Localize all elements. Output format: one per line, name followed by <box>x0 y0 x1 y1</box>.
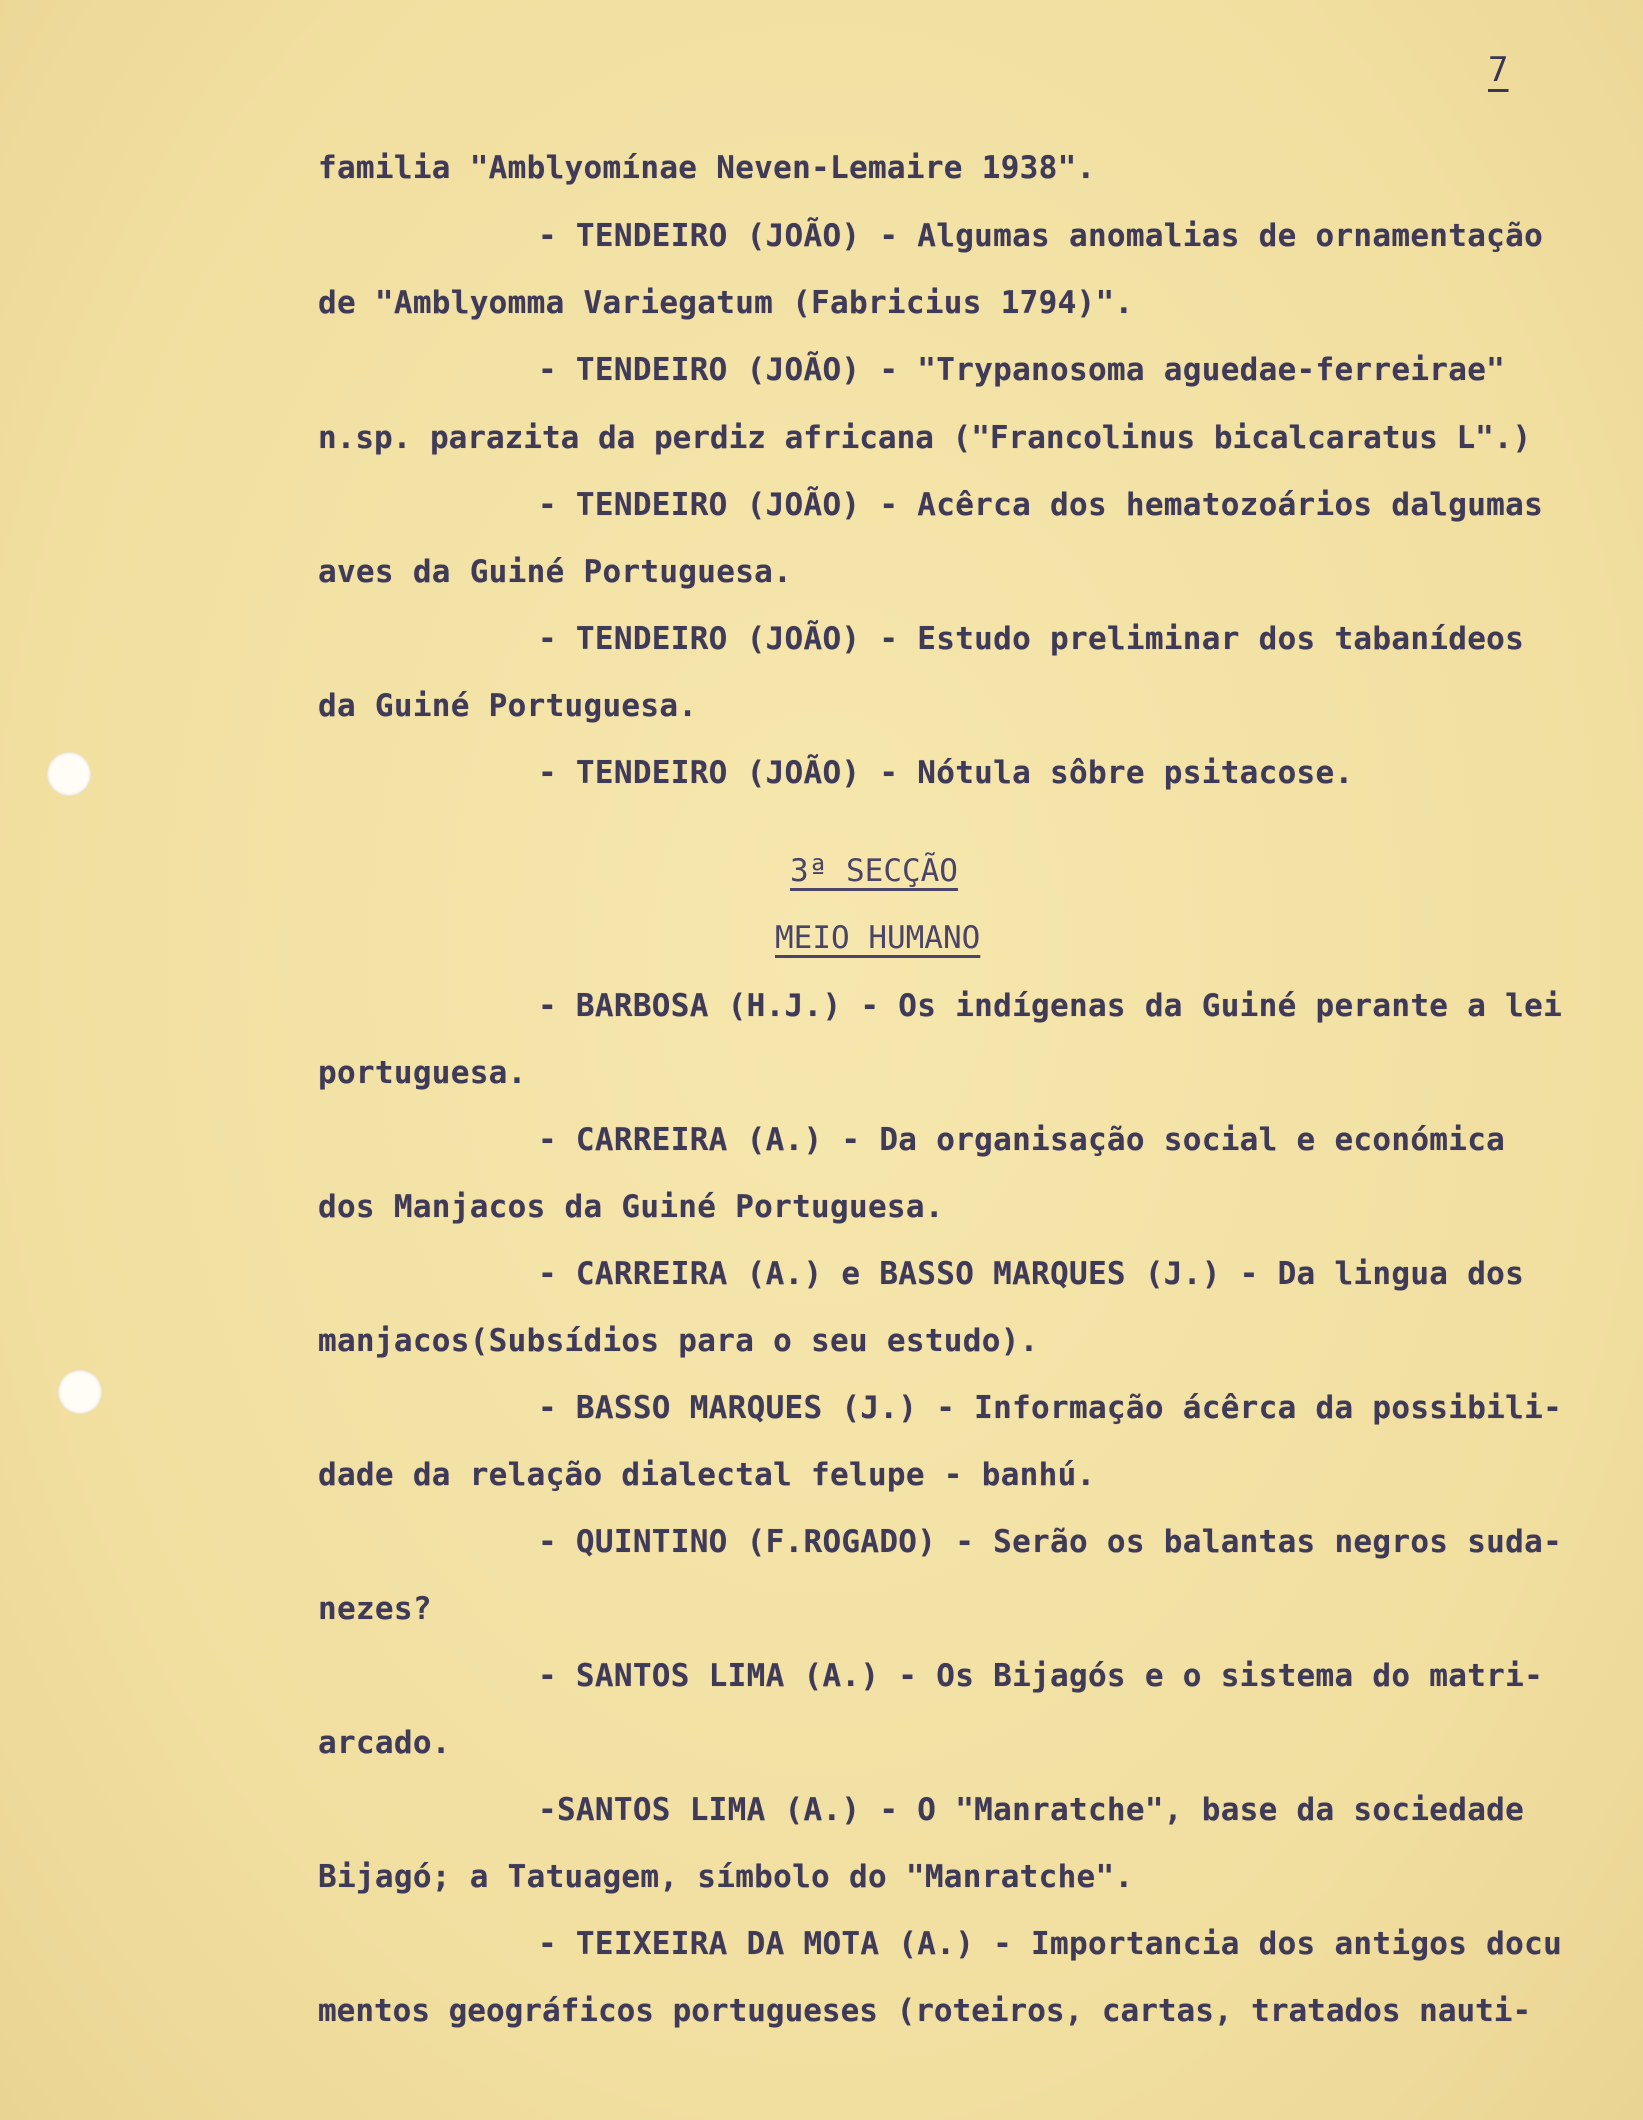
text-line: arcado. <box>318 1725 451 1761</box>
text-line: - CARREIRA (A.) - Da organisação social e económica <box>538 1122 1506 1158</box>
text-line: - TENDEIRO (JOÃO) - "Trypanosoma aguedae-ferreirae" <box>538 352 1506 388</box>
text-line: - SANTOS LIMA (A.) - Os Bijagós e o sistema do matri- <box>538 1658 1544 1694</box>
text-line: manjacos(Subsídios para o seu estudo). <box>318 1323 1039 1359</box>
text-line: Bijagó; a Tatuagem, símbolo do "Manratche". <box>318 1859 1134 1895</box>
text-line: da Guiné Portuguesa. <box>318 688 698 724</box>
text-line: - QUINTINO (F.ROGADO) - Serão os balantas negros suda- <box>538 1524 1563 1560</box>
text-line: familia "Amblyomínae Neven-Lemaire 1938". <box>318 150 1096 186</box>
text-line: - TENDEIRO (JOÃO) - Nótula sôbre psitacose. <box>538 755 1354 791</box>
text-line: de "Amblyomma Variegatum (Fabricius 1794)". <box>318 285 1134 321</box>
text-line: dos Manjacos da Guiné Portuguesa. <box>318 1189 944 1225</box>
text-line: - BASSO MARQUES (J.) - Informação ácêrca da possibili- <box>538 1390 1563 1426</box>
text-line: nezes? <box>318 1591 432 1627</box>
text-line: - TEIXEIRA DA MOTA (A.) - Importancia dos antigos docu <box>538 1926 1563 1962</box>
text-line: aves da Guiné Portuguesa. <box>318 554 793 590</box>
text-line: - BARBOSA (H.J.) - Os indígenas da Guiné perante a lei <box>538 988 1563 1024</box>
text-line: n.sp. parazita da perdiz africana ("Francolinus bicalcaratus L".) <box>318 420 1532 456</box>
text-line: mentos geográficos portugueses (roteiros, cartas, tratados nauti- <box>318 1993 1532 2029</box>
section-title: 3ª SECÇÃO <box>790 853 958 889</box>
page-number: 7 <box>1488 50 1509 90</box>
text-line: - TENDEIRO (JOÃO) - Estudo preliminar dos tabanídeos <box>538 621 1525 657</box>
text-line: dade da relação dialectal felupe - banhú. <box>318 1457 1096 1493</box>
text-line: - CARREIRA (A.) e BASSO MARQUES (J.) - Da lingua dos <box>538 1256 1525 1292</box>
punch-hole <box>47 752 91 796</box>
text-line: portuguesa. <box>318 1055 527 1091</box>
text-line: - TENDEIRO (JOÃO) - Algumas anomalias de ornamentação <box>538 218 1544 254</box>
punch-hole <box>58 1370 102 1414</box>
section-subtitle: MEIO HUMANO <box>775 920 981 956</box>
text-line: -SANTOS LIMA (A.) - O "Manratche", base da sociedade <box>538 1792 1525 1828</box>
text-line: - TENDEIRO (JOÃO) - Acêrca dos hematozoários dalgumas <box>538 487 1544 523</box>
